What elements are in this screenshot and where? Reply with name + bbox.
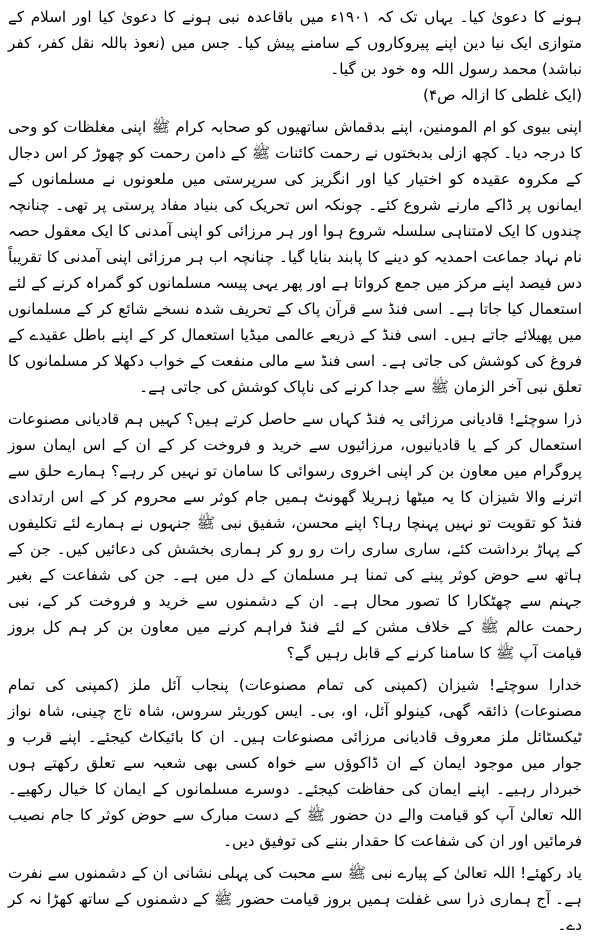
paragraph-funds: اپنی بیوی کو ام المومنین، اپنے بدقماش ساتھیوں کو صحابہ کرام ﷺ اپنی مغلظات کو وحی کا درجہ دیا۔ کچھ ازلی بدبختوں نے رحمت کائنات ﷺ کے دامن رحمت کو چھوڑ کر اس دجال کے مکروہ عقیدہ کو اختیار کیا اور انگریز کی سرپرستی میں ملعونوں نے مسلمانوں کے ایمانوں پر ڈاکے مارنے شروع کئے۔ چونکہ اس تحریک کی بنیاد مفاد پرستی پر تھی۔ چنانچہ چندوں کا ایک لامتناہی سلسلہ شروع ہوا اور ہر مرزائی کو اپنی آمدنی کا ایک معقول حصہ نام نہاد جماعت احمدیہ کو دینے کا پابند بنایا گیا۔ چنانچہ اب ہر مرزائی اپنی آمدنی کا تقریباً دس فیصد اپنے مرکز میں جمع کرواتا ہے اور پھر یہی پیسہ مسلمانوں کو گمراہ کرنے کے لئے استعمال کیا جاتا ہے۔ اسی فنڈ سے قرآن پاک کے تحریف شدہ نسخے شائع کر کے مسلمانوں میں پھیلائے جاتے ہیں۔ اسی فنڈ کے ذریعے عالمی میڈیا استعمال کر کے اپنے باطل عقیدے کے فروغ کی کوشش کی جاتی ہے۔ اسی فنڈ سے مالی منفعت کے خواب دکھلا کر مسلمانوں کا تعلق نبی آخر الزمان ﷺ سے جدا کرنے کی ناپاک کوشش کی جاتی ہے۔ <box>8 118 582 396</box>
paragraph-remember: یاد رکھئے! اللہ تعالیٰ کے پیارے نبی ﷺ سے محبت کی پہلی نشانی ان کے دشمنوں سے نفرت ہے۔ آج ہماری ذرا سی غفلت ہمیں بروز قیامت حضور ﷺ کے دشمنوں کے ساتھ کھڑا نہ کر دے۔ <box>8 864 582 934</box>
citation: (ایک غلطی کا ازالہ ص۴) <box>423 86 582 104</box>
paragraph-boycott: خدارا سوچئے! شیزان (کمپنی کی تمام مصنوعات) پنجاب آئل ملز (کمپنی کی تمام مصنوعات) ذائقہ گھی، کینولو آئل، او، بی۔ ایس کوریئر سروس، شاہ تاج چینی، شاہ نواز ٹیکسٹائل ملز معروف قادیانی مرزائی مصنوعات ہیں۔ ان کا بائیکاٹ کیجئے۔ اپنے قرب و جوار میں موجود ایمان کے ان ڈاکوؤں سے خواہ کسی بھی شعبہ سے تعلق رکھتے ہوں خبردار رہیے۔ اپنے ایمان کی حفاظت کیجئے۔ دوسرے مسلمانوں کے ایمان کا خیال رکھیے۔ اللہ تعالیٰ آپ کو قیامت والے دن حضور ﷺ کے دست مبارک سے حوض کوثر کا جام نصیب فرمائیں اور ان کی شفاعت کا حقدار بننے کی توفیق دیں۔ <box>8 676 582 850</box>
paragraph-think: ذرا سوچئے! قادیانی مرزائی یہ فنڈ کہاں سے حاصل کرتے ہیں؟ کہیں ہم قادیانی مصنوعات استعمال کر کے یا قادیانیوں، مرزائیوں سے خرید و فروخت کر کے ان کے اس ایمان سوز پروگرام میں معاون بن کر اپنی اخروی رسوائی کا سامان تو نہیں کر رہے؟ ہمارے حلق سے اترنے والا شیزان کا یہ میٹھا زہریلا گھونٹ ہمیں جام کوثر سے محروم کر کے اس ارتدادی فنڈ کو تقویت تو نہیں پہنچا رہا؟ اپنے محسن، شفیق نبی ﷺ جنہوں نے ہمارے لئے تکلیفوں کے پہاڑ برداشت کئے، ساری ساری رات رو رو کر ہماری بخشش کی دعائیں کیں۔ جن کے ہاتھ سے حوض کوثر پینے کی تمنا ہر مسلمان کے دل میں ہے۔ جن کی شفاعت کے بغیر جہنم سے چھٹکارا کا تصور محال ہے۔ ان کے دشمنوں سے خرید و فروخت کر کے، نبی رحمت عالم ﷺ کے خلاف مشن کے لئے فنڈ فراہم کرنے میں معاون بن کر ہم کل بروز قیامت آپ ﷺ کا سامنا کرنے کے قابل رہیں گے؟ <box>8 410 582 662</box>
paragraph-claim: ہونے کا دعویٰ کیا۔ یہاں تک کہ ۱۹۰۱ء میں باقاعدہ نبی ہونے کا دعویٰ کیا اور اسلام کے متوازی ایک نیا دین اپنے پیروکاروں کے سامنے پیش کیا۔ جس میں (نعوذ باللہ نقل کفر، کفر نباشد) محمد رسول اللہ وہ خود بن گیا۔ <box>8 8 583 78</box>
